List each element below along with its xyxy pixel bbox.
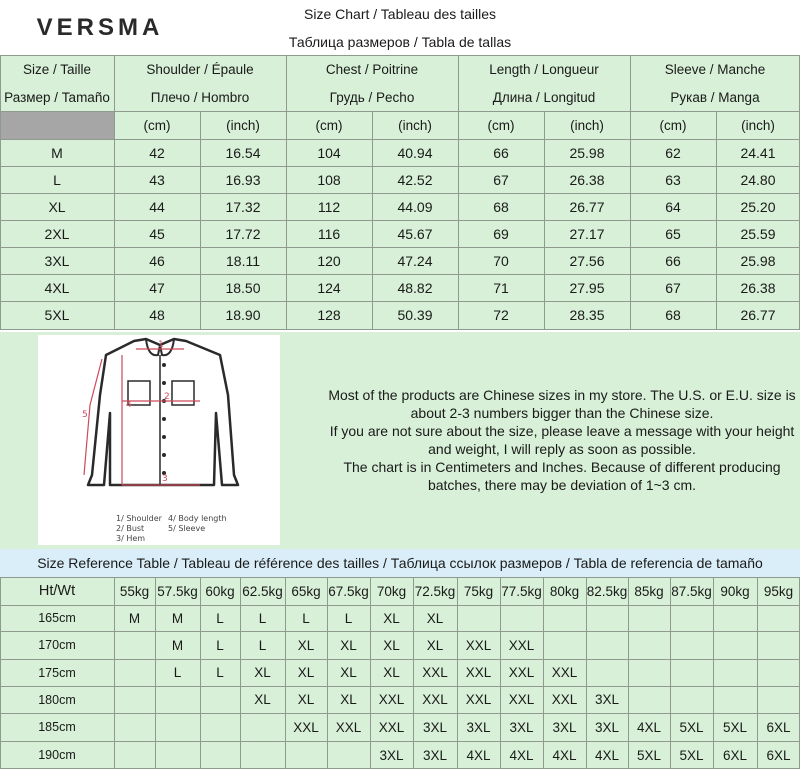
height-label-cell: 185cm bbox=[38, 720, 76, 734]
reference-size-cell bbox=[757, 605, 800, 631]
reference-size-cell: 3XL bbox=[594, 692, 620, 707]
reference-table-title: Size Reference Table / Tableau de référence des tailles / Таблица ссылок размеров / Tabla de referencia de tamaño bbox=[0, 549, 800, 577]
note-line: Most of the products are Chinese sizes in my store. The U.S. or E.U. size is bbox=[328, 387, 796, 403]
size-value-cell: 25.59 bbox=[740, 225, 776, 242]
grid-line bbox=[0, 193, 800, 194]
reference-size-cell: XXL bbox=[335, 719, 362, 735]
size-value-cell: 42 bbox=[149, 144, 165, 161]
size-value-cell: 40.94 bbox=[397, 144, 433, 161]
size-unit-cell: (cm) bbox=[315, 117, 343, 133]
size-label-cell: 4XL bbox=[44, 279, 70, 296]
reference-size-cell: XXL bbox=[508, 665, 535, 680]
weight-header-cell: 82.5kg bbox=[586, 583, 628, 599]
grid-line bbox=[0, 274, 800, 275]
reference-size-cell: XL bbox=[297, 637, 315, 653]
size-header-cell: Shoulder / Épaule bbox=[146, 61, 254, 77]
size-label-cell: XL bbox=[48, 198, 66, 215]
grid-line bbox=[0, 55, 800, 56]
grid-line bbox=[0, 577, 800, 578]
reference-size-cell bbox=[757, 686, 800, 713]
reference-size-cell bbox=[670, 631, 713, 659]
grid-line bbox=[413, 577, 414, 769]
reference-size-cell bbox=[713, 631, 757, 659]
size-value-cell: 27.95 bbox=[569, 279, 605, 296]
reference-size-cell: XXL bbox=[422, 692, 448, 707]
size-value-cell: 67 bbox=[493, 171, 509, 188]
size-value-cell: 17.32 bbox=[225, 198, 261, 215]
chart-title-line-1: Size Chart / Tableau des tailles bbox=[304, 6, 496, 22]
grid-line bbox=[458, 55, 459, 329]
reference-size-cell: M bbox=[171, 610, 184, 626]
grid-line bbox=[155, 577, 156, 769]
reference-size-cell bbox=[757, 659, 800, 686]
reference-size-cell bbox=[628, 659, 670, 686]
reference-size-cell: XXL bbox=[293, 719, 319, 735]
grid-line bbox=[630, 55, 631, 329]
reference-size-cell: XXL bbox=[508, 637, 535, 653]
weight-header-cell: 77.5kg bbox=[501, 583, 542, 599]
reference-size-cell: 4XL bbox=[636, 719, 662, 735]
reference-size-cell bbox=[240, 741, 285, 769]
reference-size-cell: XL bbox=[297, 665, 315, 680]
reference-size-cell: L bbox=[173, 665, 182, 680]
size-header-cell: Грудь / Pecho bbox=[329, 89, 415, 105]
reference-size-cell: XXL bbox=[465, 692, 492, 707]
reference-size-cell: 5XL bbox=[722, 719, 748, 735]
grid-line bbox=[0, 247, 800, 248]
size-value-cell: 27.17 bbox=[569, 225, 605, 242]
reference-corner-cell: Ht/Wt bbox=[38, 583, 76, 599]
reference-size-cell: XL bbox=[426, 610, 444, 626]
size-value-cell: 66 bbox=[493, 144, 509, 161]
grid-line bbox=[713, 577, 714, 769]
note-line: The chart is in Centimeters and Inches. Because of different producing bbox=[343, 459, 781, 475]
size-label-cell: 5XL bbox=[44, 307, 70, 323]
reference-size-cell bbox=[155, 741, 200, 769]
weight-header-cell: 85kg bbox=[634, 583, 664, 599]
diagram-label-3: 3 bbox=[162, 474, 168, 484]
size-value-cell: 43 bbox=[149, 171, 165, 188]
reference-size-cell: 3XL bbox=[422, 747, 448, 763]
reference-size-cell: XXL bbox=[422, 665, 448, 680]
grid-line bbox=[0, 329, 800, 330]
size-value-cell: 45 bbox=[149, 225, 165, 242]
reference-size-cell bbox=[500, 605, 543, 631]
reference-size-cell: L bbox=[258, 610, 267, 626]
reference-size-cell: XXL bbox=[508, 692, 535, 707]
size-value-cell: 46 bbox=[149, 252, 165, 269]
grid-line bbox=[240, 577, 241, 769]
grid-line bbox=[114, 577, 115, 769]
reference-size-cell: 3XL bbox=[466, 719, 491, 735]
reference-size-cell: L bbox=[302, 610, 310, 626]
reference-size-cell bbox=[713, 686, 757, 713]
weight-header-cell: 62.5kg bbox=[242, 583, 283, 599]
grid-line bbox=[0, 301, 800, 302]
diagram-label-2: 2 bbox=[164, 392, 170, 402]
size-value-cell: 44 bbox=[149, 198, 165, 215]
size-value-cell: 124 bbox=[317, 279, 341, 296]
grid-line bbox=[670, 577, 671, 769]
reference-size-cell: XL bbox=[340, 665, 357, 680]
size-value-cell: 18.11 bbox=[226, 252, 260, 269]
size-unit-cell: (inch) bbox=[226, 117, 260, 133]
weight-header-cell: 90kg bbox=[720, 583, 750, 599]
reference-size-cell bbox=[200, 741, 240, 769]
reference-size-cell: XXL bbox=[465, 637, 492, 653]
note-line: If you are not sure about the size, please leave a message with your height bbox=[329, 423, 795, 439]
grid-line bbox=[200, 577, 201, 769]
legend-sleeve: 5/ Sleeve bbox=[168, 524, 206, 533]
size-label-cell: 2XL bbox=[44, 225, 70, 242]
size-header-cell: Chest / Poitrine bbox=[325, 61, 419, 77]
reference-size-cell: M bbox=[128, 610, 141, 626]
grid-line bbox=[0, 166, 800, 167]
size-value-cell: 68 bbox=[665, 307, 681, 323]
grid-line bbox=[628, 577, 629, 769]
size-value-cell: 108 bbox=[317, 171, 341, 188]
reference-size-cell: 4XL bbox=[509, 747, 534, 763]
grid-line bbox=[457, 577, 458, 769]
size-value-cell: 116 bbox=[317, 225, 341, 242]
reference-size-cell bbox=[543, 631, 586, 659]
grid-line bbox=[0, 111, 800, 112]
reference-size-cell bbox=[713, 659, 757, 686]
size-label-cell: 3XL bbox=[44, 252, 70, 269]
grid-line bbox=[0, 605, 800, 606]
size-value-cell: 16.54 bbox=[225, 144, 261, 161]
reference-size-cell: L bbox=[258, 637, 267, 653]
size-value-cell: 67 bbox=[665, 279, 681, 296]
height-label-cell: 190cm bbox=[38, 748, 76, 762]
reference-size-cell: XL bbox=[254, 665, 271, 680]
garment-diagram bbox=[38, 335, 280, 545]
size-value-cell: 63 bbox=[665, 171, 681, 188]
reference-size-cell: XL bbox=[340, 692, 357, 707]
reference-size-cell bbox=[670, 686, 713, 713]
reference-size-cell: 6XL bbox=[722, 747, 748, 763]
reference-size-cell: 3XL bbox=[594, 719, 620, 735]
size-header-gray-cell bbox=[0, 111, 114, 139]
reference-size-cell: XL bbox=[426, 637, 444, 653]
size-unit-cell: (cm) bbox=[143, 117, 171, 133]
reference-size-cell bbox=[670, 605, 713, 631]
size-value-cell: 120 bbox=[317, 252, 341, 269]
note-line: about 2-3 numbers bigger than the Chinese size. bbox=[410, 405, 714, 421]
size-label-cell: M bbox=[51, 144, 63, 161]
size-value-cell: 26.38 bbox=[740, 279, 776, 296]
size-value-cell: 69 bbox=[493, 225, 509, 242]
size-value-cell: 42.52 bbox=[397, 171, 433, 188]
reference-size-cell: 4XL bbox=[594, 747, 620, 763]
size-value-cell: 25.20 bbox=[740, 198, 776, 215]
grid-line bbox=[0, 659, 800, 660]
size-value-cell: 47.24 bbox=[397, 252, 433, 269]
weight-header-cell: 72.5kg bbox=[414, 583, 456, 599]
grid-line bbox=[286, 55, 287, 329]
diagram-label-4: 4 bbox=[126, 400, 132, 410]
weight-header-cell: 57.5kg bbox=[157, 583, 198, 599]
weight-header-cell: 55kg bbox=[119, 583, 150, 599]
reference-size-cell bbox=[240, 713, 285, 741]
reference-size-cell bbox=[757, 631, 800, 659]
grid-line bbox=[114, 55, 115, 329]
weight-header-cell: 75kg bbox=[463, 583, 494, 599]
grid-line bbox=[0, 713, 800, 714]
size-note bbox=[326, 386, 798, 494]
reference-size-cell: 4XL bbox=[552, 747, 577, 763]
size-value-cell: 44.09 bbox=[397, 198, 433, 215]
size-unit-cell: (inch) bbox=[741, 117, 775, 133]
chart-title-line-2: Таблица размеров / Tabla de tallas bbox=[288, 33, 512, 50]
weight-header-cell: 65kg bbox=[291, 583, 321, 599]
reference-size-cell: L bbox=[216, 610, 224, 626]
reference-size-cell bbox=[114, 741, 155, 769]
reference-size-cell: 3XL bbox=[552, 719, 577, 735]
weight-header-cell: 87.5kg bbox=[671, 583, 712, 599]
height-label-cell: 165cm bbox=[38, 611, 76, 625]
reference-size-cell: XL bbox=[383, 665, 400, 680]
reference-size-cell bbox=[155, 713, 200, 741]
reference-size-cell bbox=[200, 686, 240, 713]
size-value-cell: 26.77 bbox=[569, 198, 605, 215]
reference-size-cell bbox=[327, 741, 370, 769]
weight-header-cell: 95kg bbox=[763, 583, 794, 599]
reference-size-cell bbox=[628, 605, 670, 631]
grid-line bbox=[0, 577, 1, 769]
size-value-cell: 64 bbox=[665, 198, 681, 215]
grid-line bbox=[716, 111, 717, 329]
reference-size-cell: 3XL bbox=[422, 719, 448, 735]
size-value-cell: 26.77 bbox=[740, 307, 776, 323]
reference-size-cell bbox=[628, 631, 670, 659]
reference-size-cell: 6XL bbox=[766, 719, 791, 735]
size-unit-cell: (inch) bbox=[398, 117, 432, 133]
grid-line bbox=[285, 577, 286, 769]
reference-size-cell: XXL bbox=[551, 692, 578, 707]
size-unit-cell: (inch) bbox=[570, 117, 604, 133]
reference-size-cell: 5XL bbox=[636, 747, 662, 763]
reference-size-cell: XL bbox=[254, 692, 271, 707]
size-value-cell: 25.98 bbox=[740, 252, 776, 269]
size-value-cell: 45.67 bbox=[397, 225, 433, 242]
reference-size-cell bbox=[543, 605, 586, 631]
reference-size-cell: L bbox=[216, 665, 224, 680]
reference-size-cell: 6XL bbox=[766, 747, 791, 763]
reference-size-cell: 4XL bbox=[466, 747, 491, 763]
size-value-cell: 71 bbox=[493, 279, 509, 296]
grid-line bbox=[370, 577, 371, 769]
weight-header-cell: 80kg bbox=[549, 583, 580, 599]
grid-line bbox=[757, 577, 758, 769]
reference-size-cell bbox=[586, 659, 628, 686]
size-value-cell: 24.41 bbox=[740, 144, 776, 161]
reference-size-cell bbox=[114, 659, 155, 686]
grid-line bbox=[0, 686, 800, 687]
reference-size-cell: XXL bbox=[465, 665, 492, 680]
size-value-cell: 48.82 bbox=[397, 279, 433, 296]
size-value-cell: 48 bbox=[149, 307, 165, 323]
note-line: batches, there may be deviation of 1~3 cm. bbox=[427, 477, 697, 493]
reference-size-cell: XXL bbox=[551, 665, 578, 680]
grid-line bbox=[372, 111, 373, 329]
size-value-cell: 18.50 bbox=[225, 279, 261, 296]
size-value-cell: 28.35 bbox=[569, 307, 605, 323]
grid-line bbox=[0, 139, 800, 140]
grid-line bbox=[543, 577, 544, 769]
diagram-label-1: 1 bbox=[158, 340, 164, 350]
grid-line bbox=[0, 55, 1, 329]
legend-shoulder: 1/ Shoulder bbox=[116, 514, 162, 523]
size-label-cell: L bbox=[53, 171, 61, 188]
height-label-cell: 170cm bbox=[38, 638, 76, 652]
diagram-label-5: 5 bbox=[82, 410, 88, 420]
legend-bust: 2/ Bust bbox=[116, 524, 145, 533]
size-header-cell: Рукав / Manga bbox=[670, 89, 760, 105]
legend-body-length: 4/ Body length bbox=[168, 514, 227, 523]
grid-line bbox=[0, 741, 800, 742]
reference-size-cell: 5XL bbox=[679, 719, 704, 735]
size-value-cell: 18.90 bbox=[225, 307, 261, 323]
size-header-cell: Size / Taille bbox=[22, 61, 92, 77]
weight-header-cell: 60kg bbox=[205, 583, 235, 599]
reference-size-cell: L bbox=[216, 637, 224, 653]
size-value-cell: 17.72 bbox=[225, 225, 261, 242]
reference-size-cell: XXL bbox=[378, 719, 405, 735]
reference-size-cell: L bbox=[344, 610, 353, 626]
brand-logo: VERSMA bbox=[36, 13, 164, 41]
height-label-cell: 175cm bbox=[38, 665, 76, 680]
size-header-cell: Плечо / Hombro bbox=[150, 89, 250, 105]
grid-line bbox=[500, 577, 501, 769]
reference-size-cell bbox=[628, 686, 670, 713]
reference-size-cell: XL bbox=[383, 610, 400, 626]
weight-header-cell: 70kg bbox=[376, 583, 407, 599]
reference-size-cell bbox=[114, 631, 155, 659]
size-value-cell: 128 bbox=[317, 307, 341, 323]
size-header-cell: Length / Longueur bbox=[489, 61, 599, 77]
note-line: and weight, I will reply as soon as possible. bbox=[428, 441, 696, 457]
size-value-cell: 47 bbox=[149, 279, 165, 296]
size-value-cell: 72 bbox=[493, 307, 509, 323]
grid-line bbox=[544, 111, 545, 329]
size-value-cell: 112 bbox=[317, 198, 341, 215]
reference-size-cell bbox=[670, 659, 713, 686]
grid-line bbox=[200, 111, 201, 329]
size-unit-cell: (cm) bbox=[659, 117, 687, 133]
grid-line bbox=[586, 577, 587, 769]
reference-size-cell: 3XL bbox=[379, 747, 404, 763]
reference-size-cell: M bbox=[171, 637, 184, 653]
legend-hem: 3/ Hem bbox=[116, 534, 146, 543]
reference-size-cell bbox=[457, 605, 500, 631]
reference-size-cell bbox=[155, 686, 200, 713]
size-value-cell: 25.98 bbox=[569, 144, 605, 161]
reference-size-cell bbox=[114, 686, 155, 713]
size-header-cell: Размер / Tamaño bbox=[4, 89, 110, 105]
size-value-cell: 50.39 bbox=[397, 307, 433, 323]
reference-size-cell: XXL bbox=[378, 692, 405, 707]
size-value-cell: 24.80 bbox=[740, 171, 776, 188]
reference-size-cell: XL bbox=[297, 692, 315, 707]
size-value-cell: 27.56 bbox=[569, 252, 605, 269]
grid-line bbox=[327, 577, 328, 769]
size-value-cell: 16.93 bbox=[225, 171, 261, 188]
size-value-cell: 62 bbox=[665, 144, 681, 161]
reference-size-cell: 5XL bbox=[679, 747, 704, 763]
reference-size-cell: XL bbox=[340, 637, 357, 653]
reference-size-cell bbox=[200, 713, 240, 741]
reference-size-cell: XL bbox=[383, 637, 400, 653]
size-value-cell: 26.38 bbox=[569, 171, 605, 188]
reference-size-cell bbox=[285, 741, 327, 769]
size-value-cell: 70 bbox=[493, 252, 509, 269]
height-label-cell: 180cm bbox=[38, 692, 76, 707]
reference-size-cell bbox=[713, 605, 757, 631]
size-unit-cell: (cm) bbox=[487, 117, 515, 133]
shirt-diagram-icon bbox=[38, 335, 280, 545]
size-value-cell: 65 bbox=[665, 225, 681, 242]
reference-size-cell bbox=[586, 605, 628, 631]
size-header-cell: Sleeve / Manche bbox=[664, 61, 766, 77]
size-header-cell: Длина / Longitud bbox=[492, 89, 596, 105]
reference-size-cell bbox=[114, 713, 155, 741]
weight-header-cell: 67.5kg bbox=[328, 583, 369, 599]
reference-size-cell: 3XL bbox=[509, 719, 534, 735]
reference-size-cell bbox=[586, 631, 628, 659]
size-value-cell: 104 bbox=[317, 144, 341, 161]
grid-line bbox=[0, 220, 800, 221]
grid-line bbox=[0, 631, 800, 632]
size-value-cell: 66 bbox=[665, 252, 681, 269]
size-value-cell: 68 bbox=[493, 198, 509, 215]
